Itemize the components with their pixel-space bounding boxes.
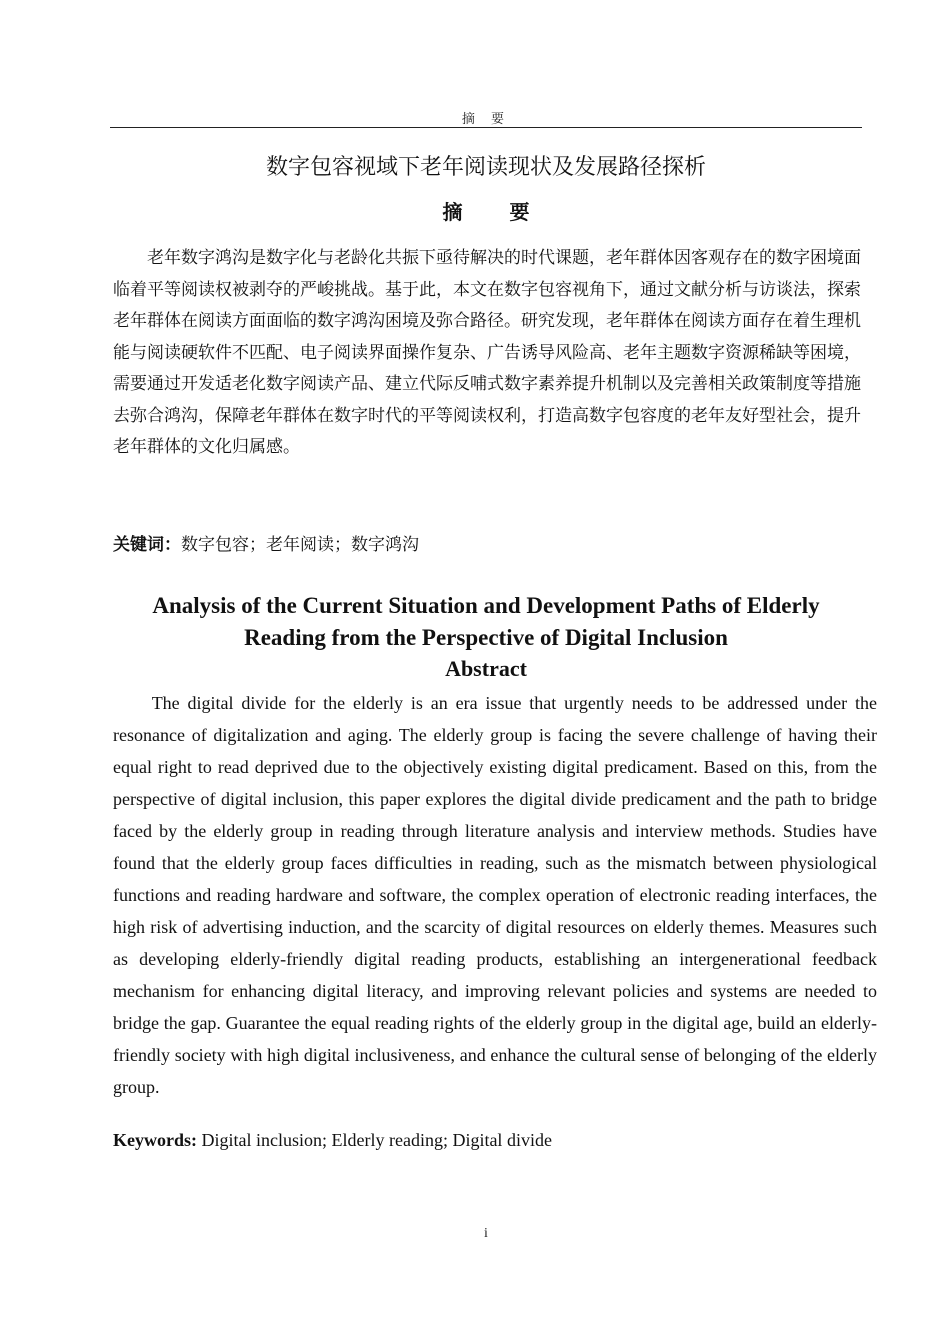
english-abstract-body: The digital divide for the elderly is an era issue that urgently needs to be addressed under the resonance of digitalization and aging. The elderly group is facing the severe challenge of having their equal right to read deprived due to the objectively existing digital predicament. Based on this, from the perspective of digital inclusion, this paper explores the digital divide predicament and the path to bridge faced by the elderly group in reading through literature analysis and interview methods. Studies have found that the elderly group faces difficulties in reading, such as the mismatch between physiological functions and reading hardware and software, the complex operation of electronic reading interfaces, the high risk of advertising induction, and the scarcity of digital resources on elderly themes. Measures such as developing elderly-friendly digital reading products, establishing an intergenerational feedback mechanism for enhancing digital literacy, and improving relevant policies and systems are needed to bridge the gap. Guarantee the equal reading rights of the elderly group in the digital age, build an elderly-friendly society with high digital inclusiveness, and enhance the cultural sense of belonging of the elderly group. xyxy=(113,693,877,1097)
header-rule xyxy=(110,127,862,128)
chinese-title: 数字包容视域下老年阅读现状及发展路径探析 xyxy=(265,155,706,180)
chinese-keywords xyxy=(113,530,861,555)
chinese-keywords-label: 关键词： xyxy=(113,535,181,555)
english-abstract-heading: Abstract xyxy=(445,656,527,681)
chinese-abstract-heading: 摘 要 xyxy=(442,200,550,224)
page-number: i xyxy=(484,1226,488,1241)
chinese-keywords-text: 数字包容；老年阅读；数字鸿沟 xyxy=(181,535,419,555)
english-keywords-text: Digital inclusion; Elderly reading; Digital divide xyxy=(201,1130,552,1150)
english-keywords xyxy=(113,1130,861,1151)
english-keywords-label: Keywords: xyxy=(113,1130,197,1150)
chinese-abstract-body: 老年数字鸿沟是数字化与老龄化共振下亟待解决的时代课题，老年群体因客观存在的数字困境面临着平等阅读权被剥夺的严峻挑战。基于此，本文在数字包容视角下，通过文献分析与访谈法，探索老年群体在阅读方面面临的数字鸿沟困境及弥合路径。研究发现，老年群体在阅读方面存在着生理机能与阅读硬软件不匹配、电子阅读界面操作复杂、广告诱导风险高、老年主题数字资源稀缺等困境，需要通过开发适老化数字阅读产品、建立代际反哺式数字素养提升机制以及完善相关政策制度等措施去弥合鸿沟，保障老年群体在数字时代的平等阅读权利，打造高数字包容度的老年友好型社会，提升老年群体的文化归属感。 xyxy=(113,248,861,457)
english-title: Analysis of the Current Situation and Development Paths of Elderly Reading from the Perspective of Digital Inclusion xyxy=(152,593,820,650)
running-header: 摘 要 xyxy=(461,112,511,127)
